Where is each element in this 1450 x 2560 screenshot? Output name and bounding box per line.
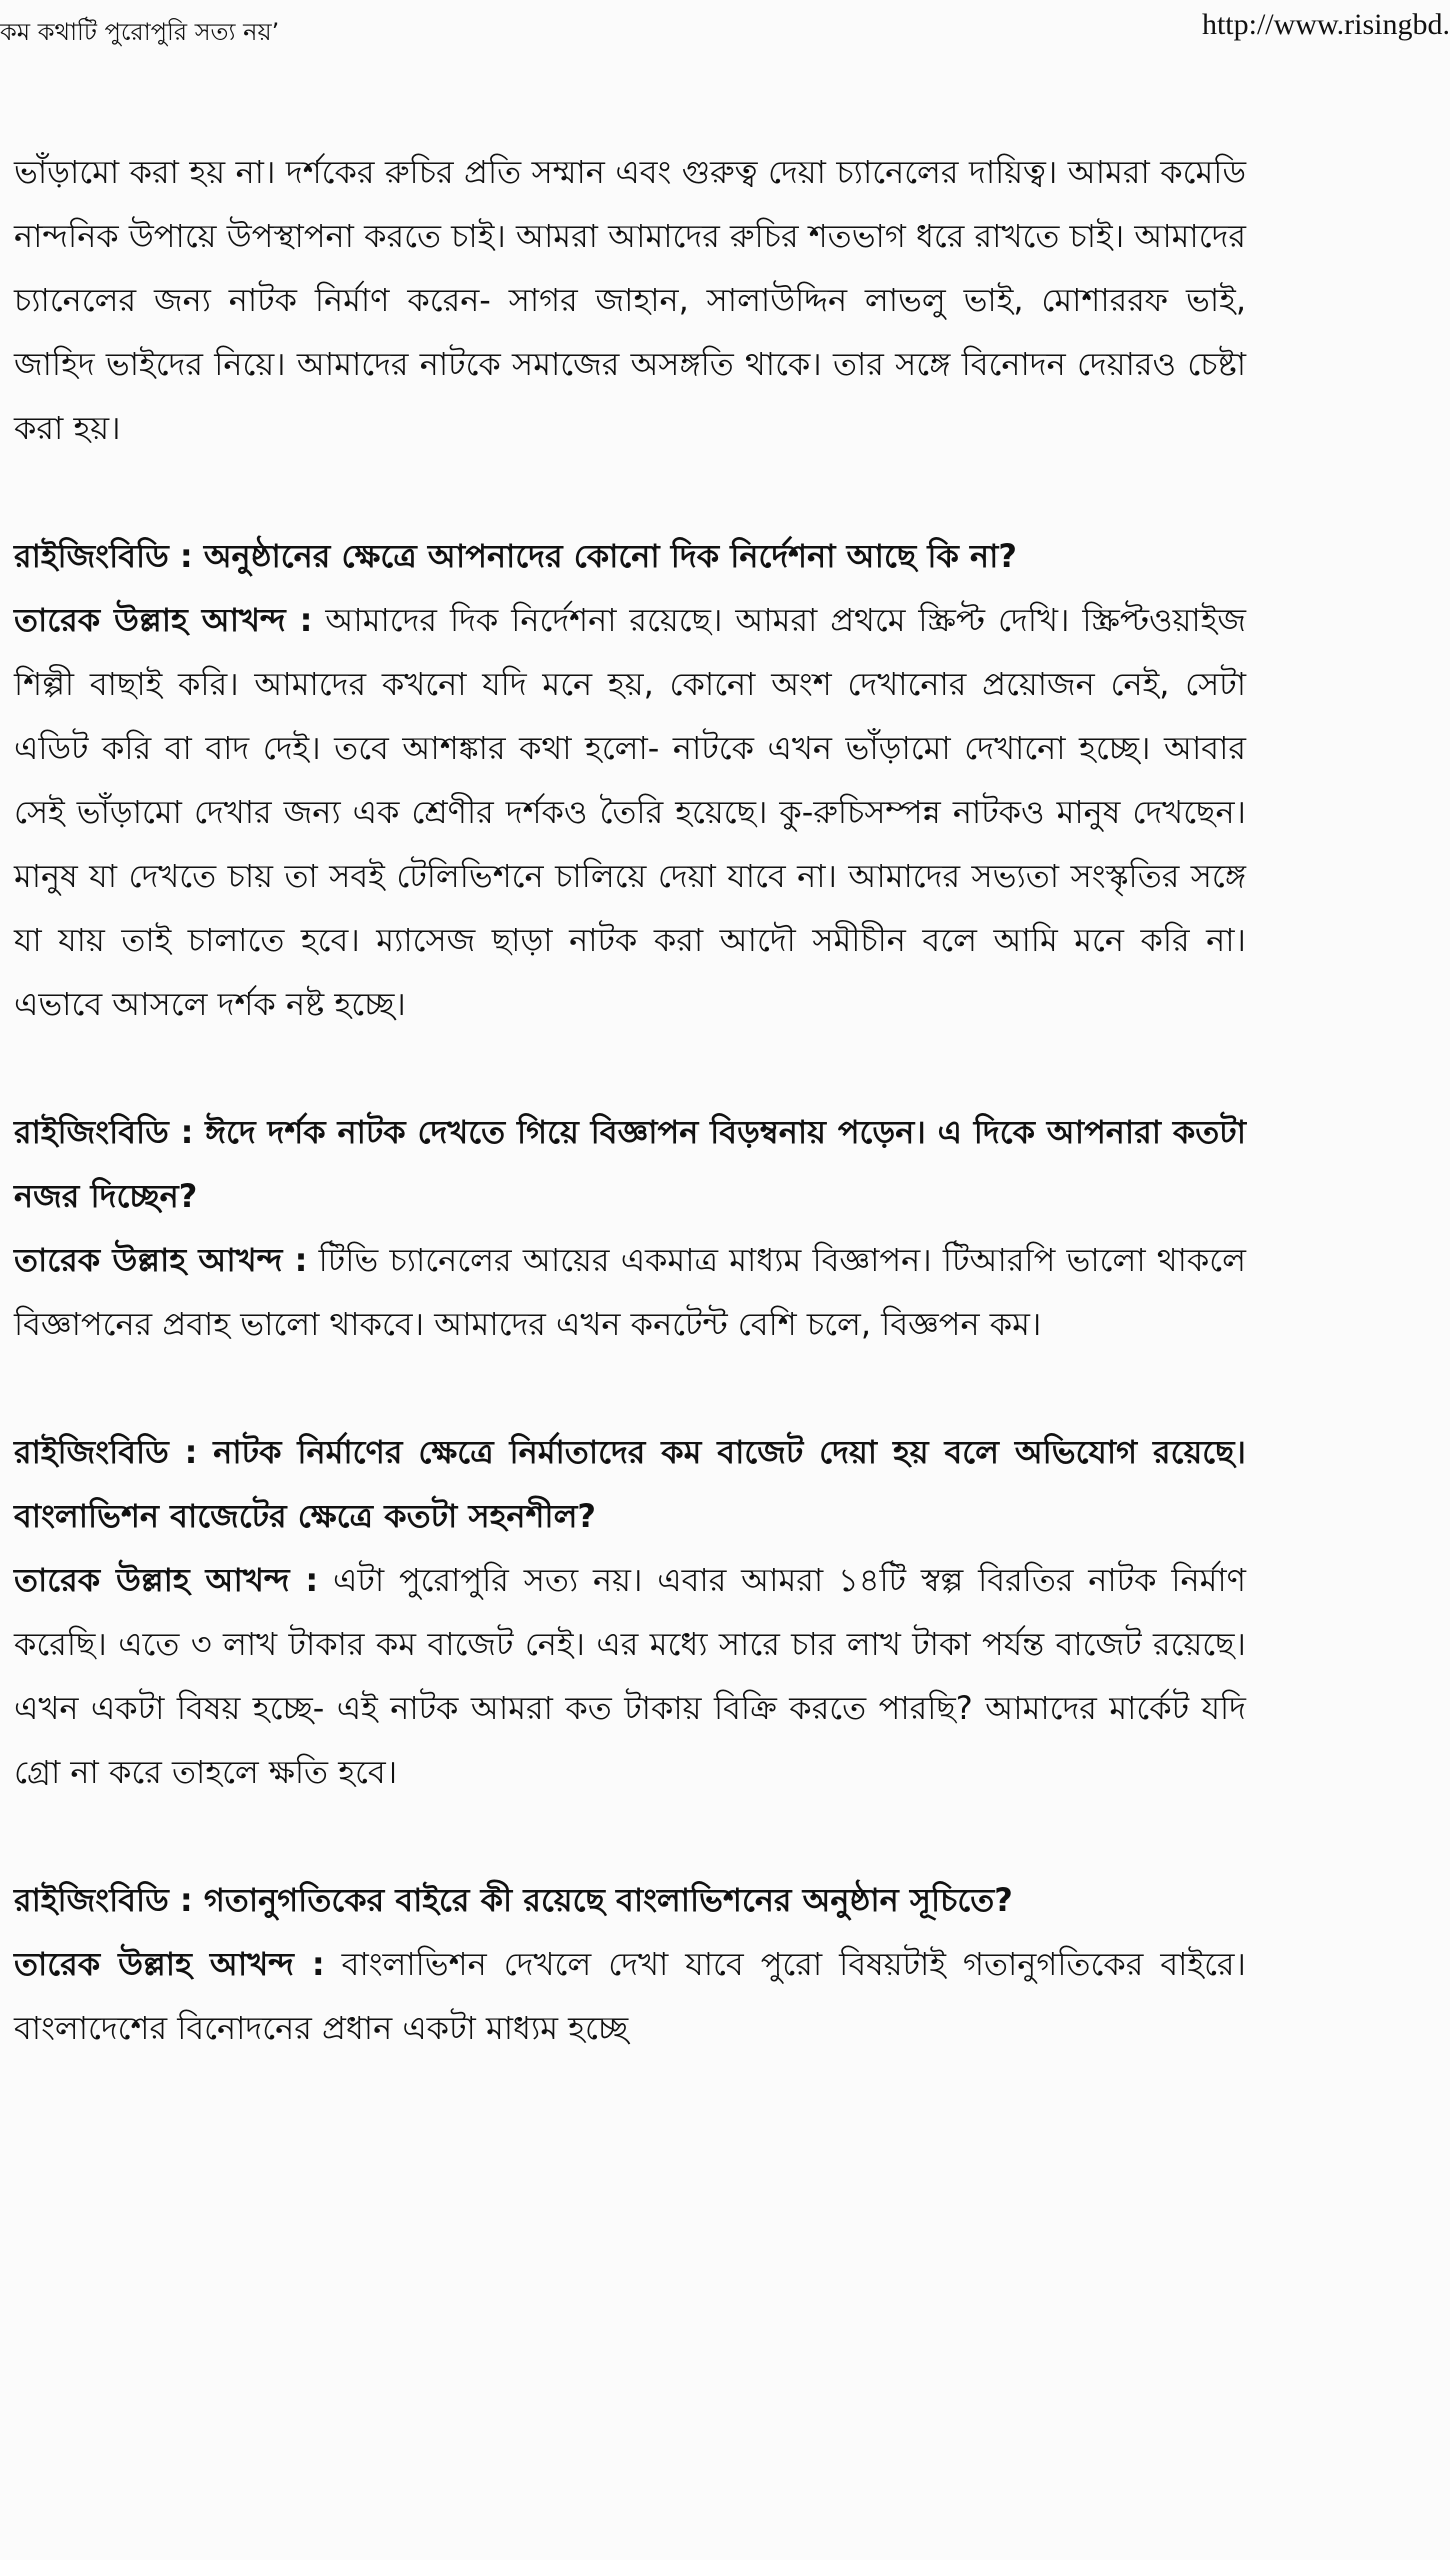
question-4: রাইজিংবিডি : গতানুগতিকের বাইরে কী রয়েছে বাংলাভিশনের অনুষ্ঠান সূচিতে? [14, 1881, 1013, 1919]
answer-2 [14, 1228, 1246, 1356]
answer-1-speaker: তারেক উল্লাহ আখন্দ : [14, 601, 313, 639]
section-gap [14, 1356, 1246, 1420]
question-2: রাইজিংবিডি : ঈদে দর্শক নাটক দেখতে গিয়ে বিজ্ঞাপন বিড়ম্বনায় পড়েন। এ দিকে আপনারা কতটা নজর দিচ্ছেন? [14, 1113, 1246, 1215]
section-gap [14, 1804, 1246, 1868]
intro-paragraph: ভাঁড়ামো করা হয় না। দর্শকের রুচির প্রতি সম্মান এবং গুরুত্ব দেয়া চ্যানেলের দায়িত্ব। আমরা কমেডি নান্দনিক উপায়ে উপস্থাপনা করতে চাই। আমরা আমাদের রুচির শতভাগ ধরে রাখতে চাই। আমাদের চ্যানেলের জন্য নাটক নির্মাণ করেন- সাগর জাহান, সালাউদ্দিন লাভলু ভাই, মোশাররফ ভাই, জাহিদ ভাইদের নিয়ে। আমাদের নাটকে সমাজের অসঙ্গতি থাকে। তার সঙ্গে বিনোদন দেয়ারও চেষ্টা করা হয়। [14, 153, 1246, 447]
source-url: http://www.risingbd. [1201, 8, 1450, 41]
answer-3-speaker: তারেক উল্লাহ আখন্দ : [14, 1561, 319, 1599]
answer-4 [14, 1932, 1246, 2060]
answer-2-speaker: তারেক উল্লাহ আখন্দ : [14, 1241, 308, 1279]
answer-3 [14, 1548, 1246, 1804]
section-gap [14, 1036, 1246, 1100]
answer-4-speaker: তারেক উল্লাহ আখন্দ : [14, 1945, 325, 1983]
answer-1-text: আমাদের দিক নির্দেশনা রয়েছে। আমরা প্রথমে স্ক্রিপ্ট দেখি। স্ক্রিপ্টওয়াইজ শিল্পী বাছাই করি। আমাদের কখনো যদি মনে হয়, কোনো অংশ দেখানোর প্রয়োজন নেই, সেটা এডিট করি বা বাদ দেই। তবে আশঙ্কার কথা হলো- নাটকে এখন ভাঁড়ামো দেখানো হচ্ছে। আবার সেই ভাঁড়ামো দেখার জন্য এক শ্রেণীর দর্শকও তৈরি হয়েছে। কু-রুচিসম্পন্ন নাটকও মানুষ দেখছেন। মানুষ যা দেখতে চায় তা সবই টেলিভিশনে চালিয়ে দেয়া যাবে না। আমাদের সভ্যতা সংস্কৃতির সঙ্গে যা যায় তাই চালাতে হবে। ম্যাসেজ ছাড়া নাটক করা আদৌ সমীচীন বলে আমি মনে করি না। এভাবে আসলে দর্শক নষ্ট হচ্ছে। [14, 601, 1246, 1023]
article-body [14, 140, 1246, 2060]
answer-4-text: বাংলাভিশন দেখলে দেখা যাবে পুরো বিষয়টাই গতানুগতিকের বাইরে। বাংলাদেশের বিনোদনের প্রধান একটা মাধ্যম হচ্ছে [14, 1945, 1246, 2047]
page-header [0, 8, 1450, 48]
section-gap [14, 460, 1246, 524]
question-1: রাইজিংবিডি : অনুষ্ঠানের ক্ষেত্রে আপনাদের কোনো দিক নির্দেশনা আছে কি না? [14, 537, 1017, 575]
question-3: রাইজিংবিডি : নাটক নির্মাণের ক্ষেত্রে নির্মাতাদের কম বাজেট দেয়া হয় বলে অভিযোগ রয়েছে। বাংলাভিশন বাজেটের ক্ষেত্রে কতটা সহনশীল? [14, 1433, 1246, 1535]
answer-1 [14, 588, 1246, 1036]
answer-2-text: টিভি চ্যানেলের আয়ের একমাত্র মাধ্যম বিজ্ঞাপন। টিআরপি ভালো থাকলে বিজ্ঞাপনের প্রবাহ ভালো থাকবে। আমাদের এখন কনটেন্ট বেশি চলে, বিজ্ঞপন কম। [14, 1241, 1246, 1343]
answer-3-text: এটা পুরোপুরি সত্য নয়। এবার আমরা ১৪টি স্বল্প বিরতির নাটক নির্মাণ করেছি। এতে ৩ লাখ টাকার কম বাজেট নেই। এর মধ্যে সারে চার লাখ টাকা পর্যন্ত বাজেট রয়েছে। এখন একটা বিষয় হচ্ছে- এই নাটক আমরা কত টাকায় বিক্রি করতে পারছি? আমাদের মার্কেট যদি গ্রো না করে তাহলে ক্ষতি হবে। [14, 1561, 1246, 1791]
running-title: কম কথাটি পুরোপুরি সত্য নয়’ [0, 18, 280, 46]
